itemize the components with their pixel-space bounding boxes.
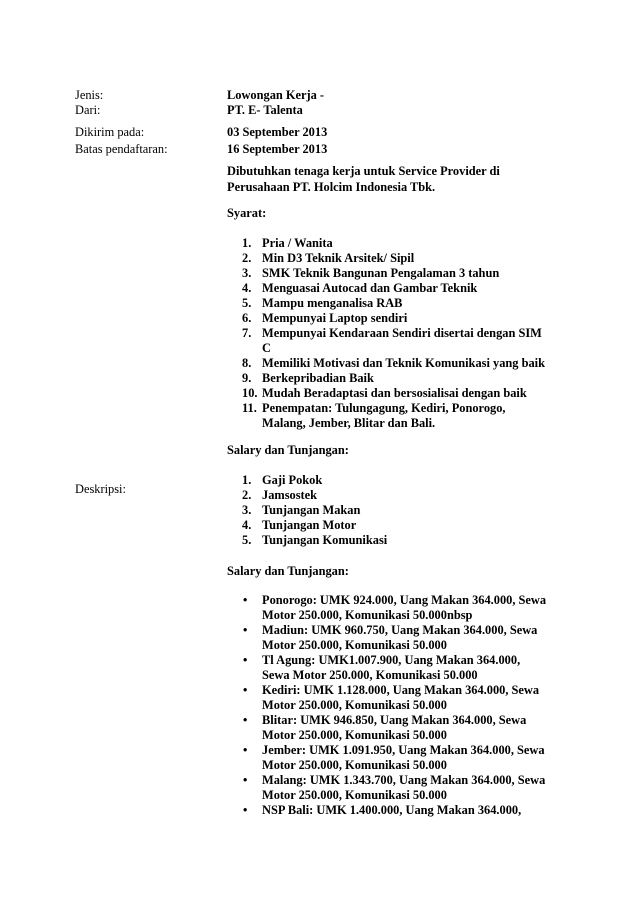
bullet-icon: • [243, 773, 248, 787]
salary-section [227, 593, 572, 818]
salary-heading-1: Salary dan Tunjangan: [227, 443, 349, 457]
list-item-text: Tunjangan Makan [262, 503, 361, 517]
list-item-text: Menguasai Autocad dan Gambar Teknik [262, 281, 478, 295]
list-item-text: Pria / Wanita [262, 236, 333, 250]
tunjangan-list [227, 473, 572, 548]
intro-line-1: Dibutuhkan tenaga kerja untuk Service Provider di [227, 164, 500, 178]
syarat-section [227, 236, 572, 431]
tunjangan-item [227, 473, 572, 488]
syarat-item [227, 236, 572, 251]
list-item-text: Penempatan: Tulungagung, Kediri, Ponorogo, [262, 401, 506, 415]
syarat-item [227, 371, 572, 386]
bullet-icon: • [243, 623, 248, 637]
syarat-item [227, 296, 572, 311]
salary-item [227, 773, 572, 803]
list-item-text: Mampu menganalisa RAB [262, 296, 403, 310]
syarat-item [227, 401, 572, 431]
tunjangan-item [227, 518, 572, 533]
dari-value: PT. E- Talenta [227, 103, 303, 117]
list-number: 7. [242, 326, 252, 340]
tunjangan-item [227, 533, 572, 548]
bullet-icon: • [243, 713, 248, 727]
syarat-item [227, 311, 572, 326]
jenis-label: Jenis: [75, 88, 104, 102]
list-item-text: Gaji Pokok [262, 473, 323, 487]
salary-item-text: Tl Agung: UMK1.007.900, Uang Makan 364.000, [262, 653, 521, 667]
bullet-icon: • [243, 593, 248, 607]
salary-item-text: NSP Bali: UMK 1.400.000, Uang Makan 364.000, [262, 803, 522, 817]
list-number: 8. [242, 356, 252, 370]
list-number: 4. [242, 518, 252, 532]
bullet-icon: • [243, 653, 248, 667]
bullet-icon: • [243, 743, 248, 757]
description-intro [227, 163, 572, 195]
salary-heading-2: Salary dan Tunjangan: [227, 564, 349, 578]
list-number: 9. [242, 371, 252, 385]
salary-list [227, 593, 572, 818]
list-item-text-cont: Malang, Jember, Blitar dan Bali. [262, 416, 436, 430]
list-number: 2. [242, 488, 252, 502]
tunjangan-section [227, 473, 572, 548]
salary-item-text: Blitar: UMK 946.850, Uang Makan 364.000, Sewa [262, 713, 527, 727]
salary-item [227, 743, 572, 773]
syarat-item [227, 356, 572, 371]
syarat-item [227, 251, 572, 266]
salary-item-text: Madiun: UMK 960.750, Uang Makan 364.000, Sewa [262, 623, 538, 637]
salary-item [227, 713, 572, 743]
tunjangan-item [227, 503, 572, 518]
salary-item-text: Malang: UMK 1.343.700, Uang Makan 364.000, Sewa [262, 773, 546, 787]
salary-item-text: Ponorogo: UMK 924.000, Uang Makan 364.000, Sewa [262, 593, 547, 607]
intro-line-2: Perusahaan PT. Holcim Indonesia Tbk. [227, 180, 436, 194]
dikirim-value: 03 September 2013 [227, 125, 328, 139]
salary-item-text-cont: Motor 250.000, Komunikasi 50.000 [262, 758, 447, 772]
list-number: 6. [242, 311, 252, 325]
list-number: 3. [242, 503, 252, 517]
bullet-icon: • [243, 683, 248, 697]
list-item-text: Jamsostek [262, 488, 318, 502]
salary-item [227, 803, 572, 818]
list-item-text: Min D3 Teknik Arsitek/ Sipil [262, 251, 415, 265]
dari-label: Dari: [75, 103, 101, 117]
syarat-item [227, 266, 572, 281]
list-item-text: Tunjangan Motor [262, 518, 357, 532]
list-number: 1. [242, 473, 252, 487]
salary-item-text-cont: Motor 250.000, Komunikasi 50.000 [262, 788, 447, 802]
salary-item-text-cont: Motor 250.000, Komunikasi 50.000 [262, 698, 447, 712]
list-item-text: Mempunyai Kendaraan Sendiri disertai dengan SIM [262, 326, 542, 340]
syarat-item [227, 386, 572, 401]
list-number: 4. [242, 281, 252, 295]
salary-item-text-cont: Motor 250.000, Komunikasi 50.000 [262, 728, 447, 742]
batas-label: Batas pendaftaran: [75, 142, 168, 156]
list-item-text: Mempunyai Laptop sendiri [262, 311, 408, 325]
syarat-item [227, 281, 572, 296]
deskripsi-label: Deskripsi: [75, 482, 126, 496]
salary-item-text-cont: Motor 250.000, Komunikasi 50.000 [262, 638, 447, 652]
syarat-heading: Syarat: [227, 206, 267, 220]
salary-item-text-cont: Sewa Motor 250.000, Komunikasi 50.000 [262, 668, 478, 682]
salary-item-text: Kediri: UMK 1.128.000, Uang Makan 364.000, Sewa [262, 683, 540, 697]
list-number: 2. [242, 251, 252, 265]
list-item-text: Tunjangan Komunikasi [262, 533, 388, 547]
salary-item [227, 683, 572, 713]
batas-value: 16 September 2013 [227, 142, 328, 156]
bullet-icon: • [243, 803, 248, 817]
jenis-value: Lowongan Kerja - [227, 88, 325, 102]
list-item-text: SMK Teknik Bangunan Pengalaman 3 tahun [262, 266, 500, 280]
list-number: 3. [242, 266, 252, 280]
list-number: 5. [242, 296, 252, 310]
salary-item-text-cont: Motor 250.000, Komunikasi 50.000nbsp [262, 608, 473, 622]
list-item-text-cont: C [262, 341, 271, 355]
list-number: 10. [242, 386, 258, 400]
syarat-item [227, 326, 572, 356]
list-item-text: Berkepribadian Baik [262, 371, 374, 385]
list-number: 5. [242, 533, 252, 547]
salary-item-text: Jember: UMK 1.091.950, Uang Makan 364.000, Sewa [262, 743, 545, 757]
dikirim-label: Dikirim pada: [75, 125, 145, 139]
salary-item [227, 653, 572, 683]
list-number: 11. [242, 401, 257, 415]
syarat-list [227, 236, 572, 431]
list-item-text: Mudah Beradaptasi dan bersosialisai dengan baik [262, 386, 527, 400]
tunjangan-item [227, 488, 572, 503]
salary-item [227, 593, 572, 623]
list-number: 1. [242, 236, 252, 250]
salary-item [227, 623, 572, 653]
list-item-text: Memiliki Motivasi dan Teknik Komunikasi yang baik [262, 356, 545, 370]
